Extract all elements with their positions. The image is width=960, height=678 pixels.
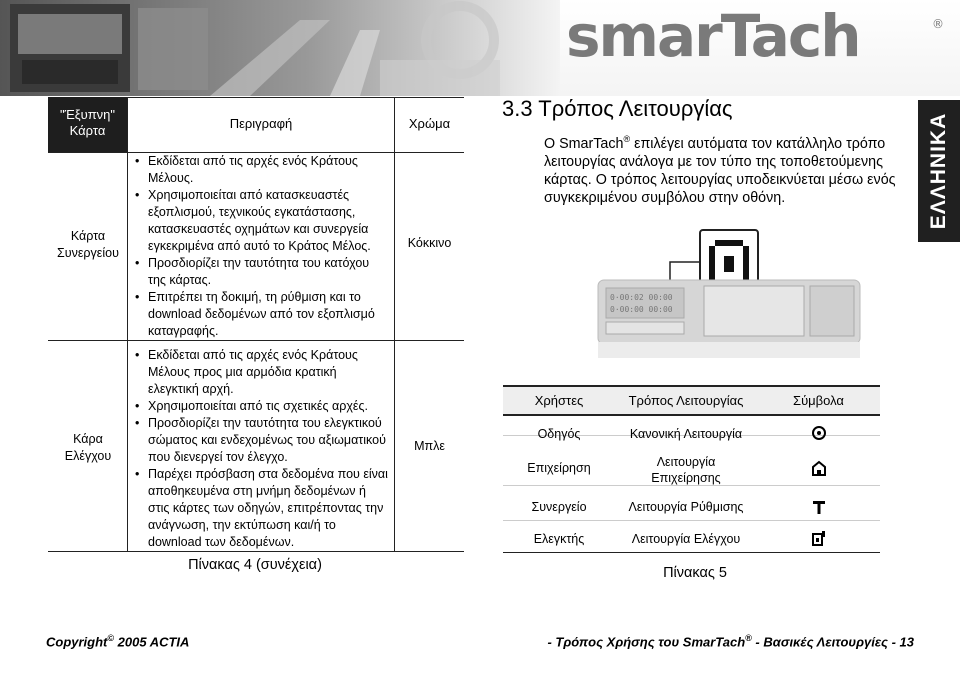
table5-user-driver: Οδηγός	[537, 427, 581, 441]
svg-text:smarTach: smarTach	[566, 10, 860, 62]
section-title: 3.3 Τρόπος Λειτουργίας	[502, 96, 733, 121]
table5-header-users: Χρήστες	[534, 393, 584, 408]
svg-text:®: ®	[932, 17, 944, 31]
footer-copyright: Copyright© 2005 ACTIA	[46, 633, 190, 650]
description-bullet: • Χρησιμοποιείται από τις σχετικές αρχές.	[134, 398, 390, 415]
header-banner	[0, 0, 960, 96]
table4-caption: Πίνακας 4 (συνέχεια)	[188, 557, 322, 573]
hammer-icon	[811, 499, 827, 515]
section-paragraph: Ο SmarTach® επιλέγει αυτόματα τον κατάλληλο τρόπο λειτουργίας ανάλογα με τον τύπο της τοποθετούμενης κάρτας. Ο τρόπος λειτουργίας υποδεικνύεται μέσω ενός συγκεκριμένου συμβόλου στην οθόνη.	[544, 134, 896, 206]
table5-mode-company: Λειτουργία Επιχείρησης	[651, 455, 721, 485]
table5-caption: Πίνακας 5	[663, 565, 727, 581]
table5-user-controller: Ελεγκτής	[533, 532, 585, 546]
description-bullet: • Εκδίδεται από τις αρχές ενός Κράτους Μέλους.	[134, 153, 390, 187]
row-color-workshop: Κόκκινο	[407, 236, 452, 250]
table5-header-symbols: Σύμβολα	[793, 393, 844, 408]
table5-user-workshop: Συνεργείο	[531, 500, 587, 514]
truck-cab-photo	[0, 0, 560, 96]
table5-mode-driver: Κανονική Λειτουργία	[629, 427, 743, 441]
target-icon	[811, 425, 827, 441]
row-card-workshop: Κάρτα Συνεργείου	[57, 229, 119, 260]
table5-user-company: Επιχείρηση	[527, 461, 591, 475]
row-color-control: Μπλε	[414, 439, 445, 453]
smartach-logo	[566, 10, 946, 62]
table5-mode-workshop: Λειτουργία Ρύθμισης	[628, 500, 744, 514]
description-bullet: • Εκδίδεται από τις αρχές ενός Κράτους Μέλους προς μια αρμόδια κρατική ελεγκτική αρχή.	[134, 347, 390, 398]
tachograph-illustration	[596, 226, 880, 362]
col-header-color: Χρώμα	[408, 116, 451, 131]
description-bullet: • Χρησιμοποιείται από κατασκευαστές εξοπλισμού, τεχνικούς εγκατάστασης, κατασκευαστές οχημάτων και συνεργεία εγκεκριμένα από αυτό το Κράτος Μέλος.	[134, 187, 390, 255]
language-tab: ΕΛΛΗΝΙΚΑ	[918, 100, 960, 242]
table5-header-mode: Τρόπος Λειτουργίας	[628, 393, 744, 408]
footer-page-info: - Τρόπος Χρήσης του SmarTach® - Βασικές Λειτουργίες - 13	[547, 633, 914, 650]
display-line2: 0·00:00 00:00	[610, 305, 673, 314]
house-icon	[811, 460, 827, 476]
row-description-control	[134, 347, 390, 551]
row-description-workshop	[134, 153, 390, 340]
display-line1: 0·00:02 00:00	[610, 293, 673, 302]
description-bullet: • Προσδιορίζει την ταυτότητα του ελεγκτικού σώματος και ενδεχομένως του αξιωματικού που διενεργεί τον έλεγχο.	[134, 415, 390, 466]
table5-mode-controller: Λειτουργία Ελέγχου	[631, 532, 741, 546]
row-card-control: Κάρα Ελέγχου	[64, 432, 112, 463]
description-bullet: • Προσδιορίζει την ταυτότητα του κατόχου της κάρτας.	[134, 255, 390, 289]
col-header-card: "Έξυπνη" Κάρτα	[59, 107, 116, 138]
col-header-description: Περιγραφή	[229, 116, 293, 131]
description-bullet: • Παρέχει πρόσβαση στα δεδομένα που είναι αποθηκευμένα στη μνήμη δεδομένων ή στις κάρτες των οδηγών, επιτρέποντας την ανάγνωση, την εκτύπωση και/ή το download των δεδομένων.	[134, 466, 390, 551]
control-icon	[811, 530, 827, 546]
description-bullet: • Επιτρέπει τη δοκιμή, τη ρύθμιση και το download δεδομένων από τον εξοπλισμό καταγραφής.	[134, 289, 390, 340]
